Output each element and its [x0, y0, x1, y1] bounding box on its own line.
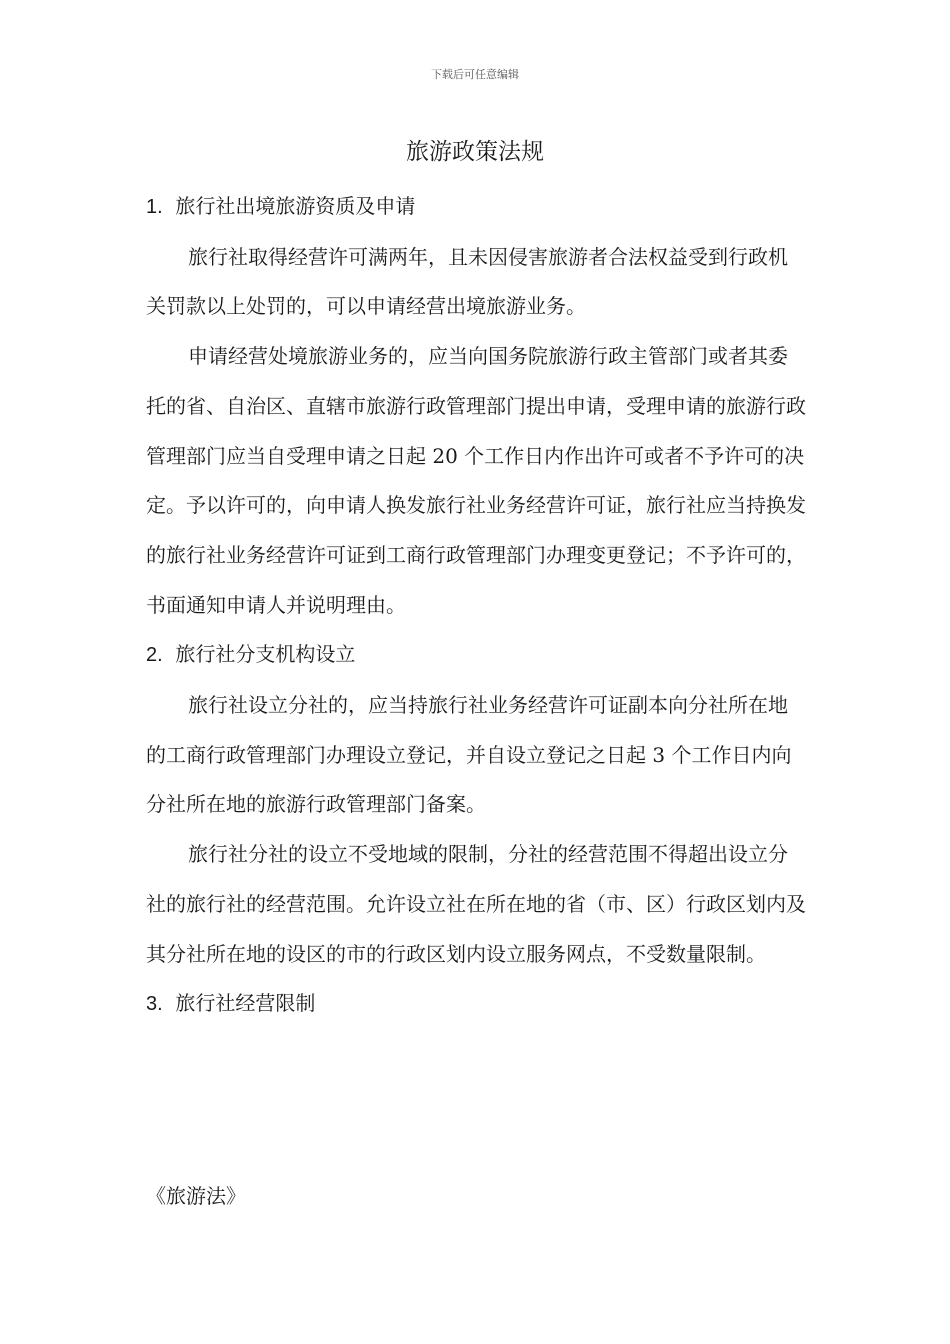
section-heading-text: 旅行社分支机构设立	[175, 642, 356, 667]
paragraph: 旅行社分社的设立不受地域的限制，分社的经营范围不得超出设立分社的旅行社的经营范围。允许设立社在所在地的省（市、区）行政区划内及其分社所在地的设区的市的行政区划内设立服务网点，不受数量限制。	[146, 842, 806, 966]
paragraph: 申请经营处境旅游业务的，应当向国务院旅游行政主管部门或者其委托的省、自治区、直辖市旅游行政管理部门提出申请，受理申请的旅游行政管理部门应当自受理申请之日起 20 个工作日内作出许可或者不予许可的决定。予以许可的，向申请人换发旅行社业务经营许可证，旅行社应当持换发的旅行社业务经营许可证到工商行政管理部门办理变更登记；不予许可的，书面通知申请人并说明理由。	[146, 344, 806, 617]
section-heading-text: 旅行社经营限制	[175, 991, 316, 1016]
paragraph: 旅行社设立分社的，应当持旅行社业务经营许可证副本向分社所在地的工商行政管理部门办理设立登记，并自设立登记之日起 3 个工作日内向分社所在地的旅游行政管理部门备案。	[146, 693, 792, 817]
section-number: 3.	[146, 993, 163, 1016]
section-heading	[146, 182, 806, 233]
section-number: 1.	[146, 196, 163, 218]
section-heading	[146, 630, 806, 681]
section-heading	[146, 979, 806, 1030]
section-heading-text: 旅行社出境旅游资质及申请	[175, 194, 416, 218]
header-note: 下载后可任意编辑	[431, 68, 519, 81]
section-number: 2.	[146, 644, 163, 667]
paragraph: 旅行社取得经营许可满两年，且未因侵害旅游者合法权益受到行政机关罚款以上处罚的，可以申请经营出境旅游业务。	[146, 244, 788, 319]
document-body	[146, 182, 806, 1030]
law-reference: 《旅游法》	[146, 1184, 246, 1208]
document-title: 旅游政策法规	[406, 139, 544, 165]
